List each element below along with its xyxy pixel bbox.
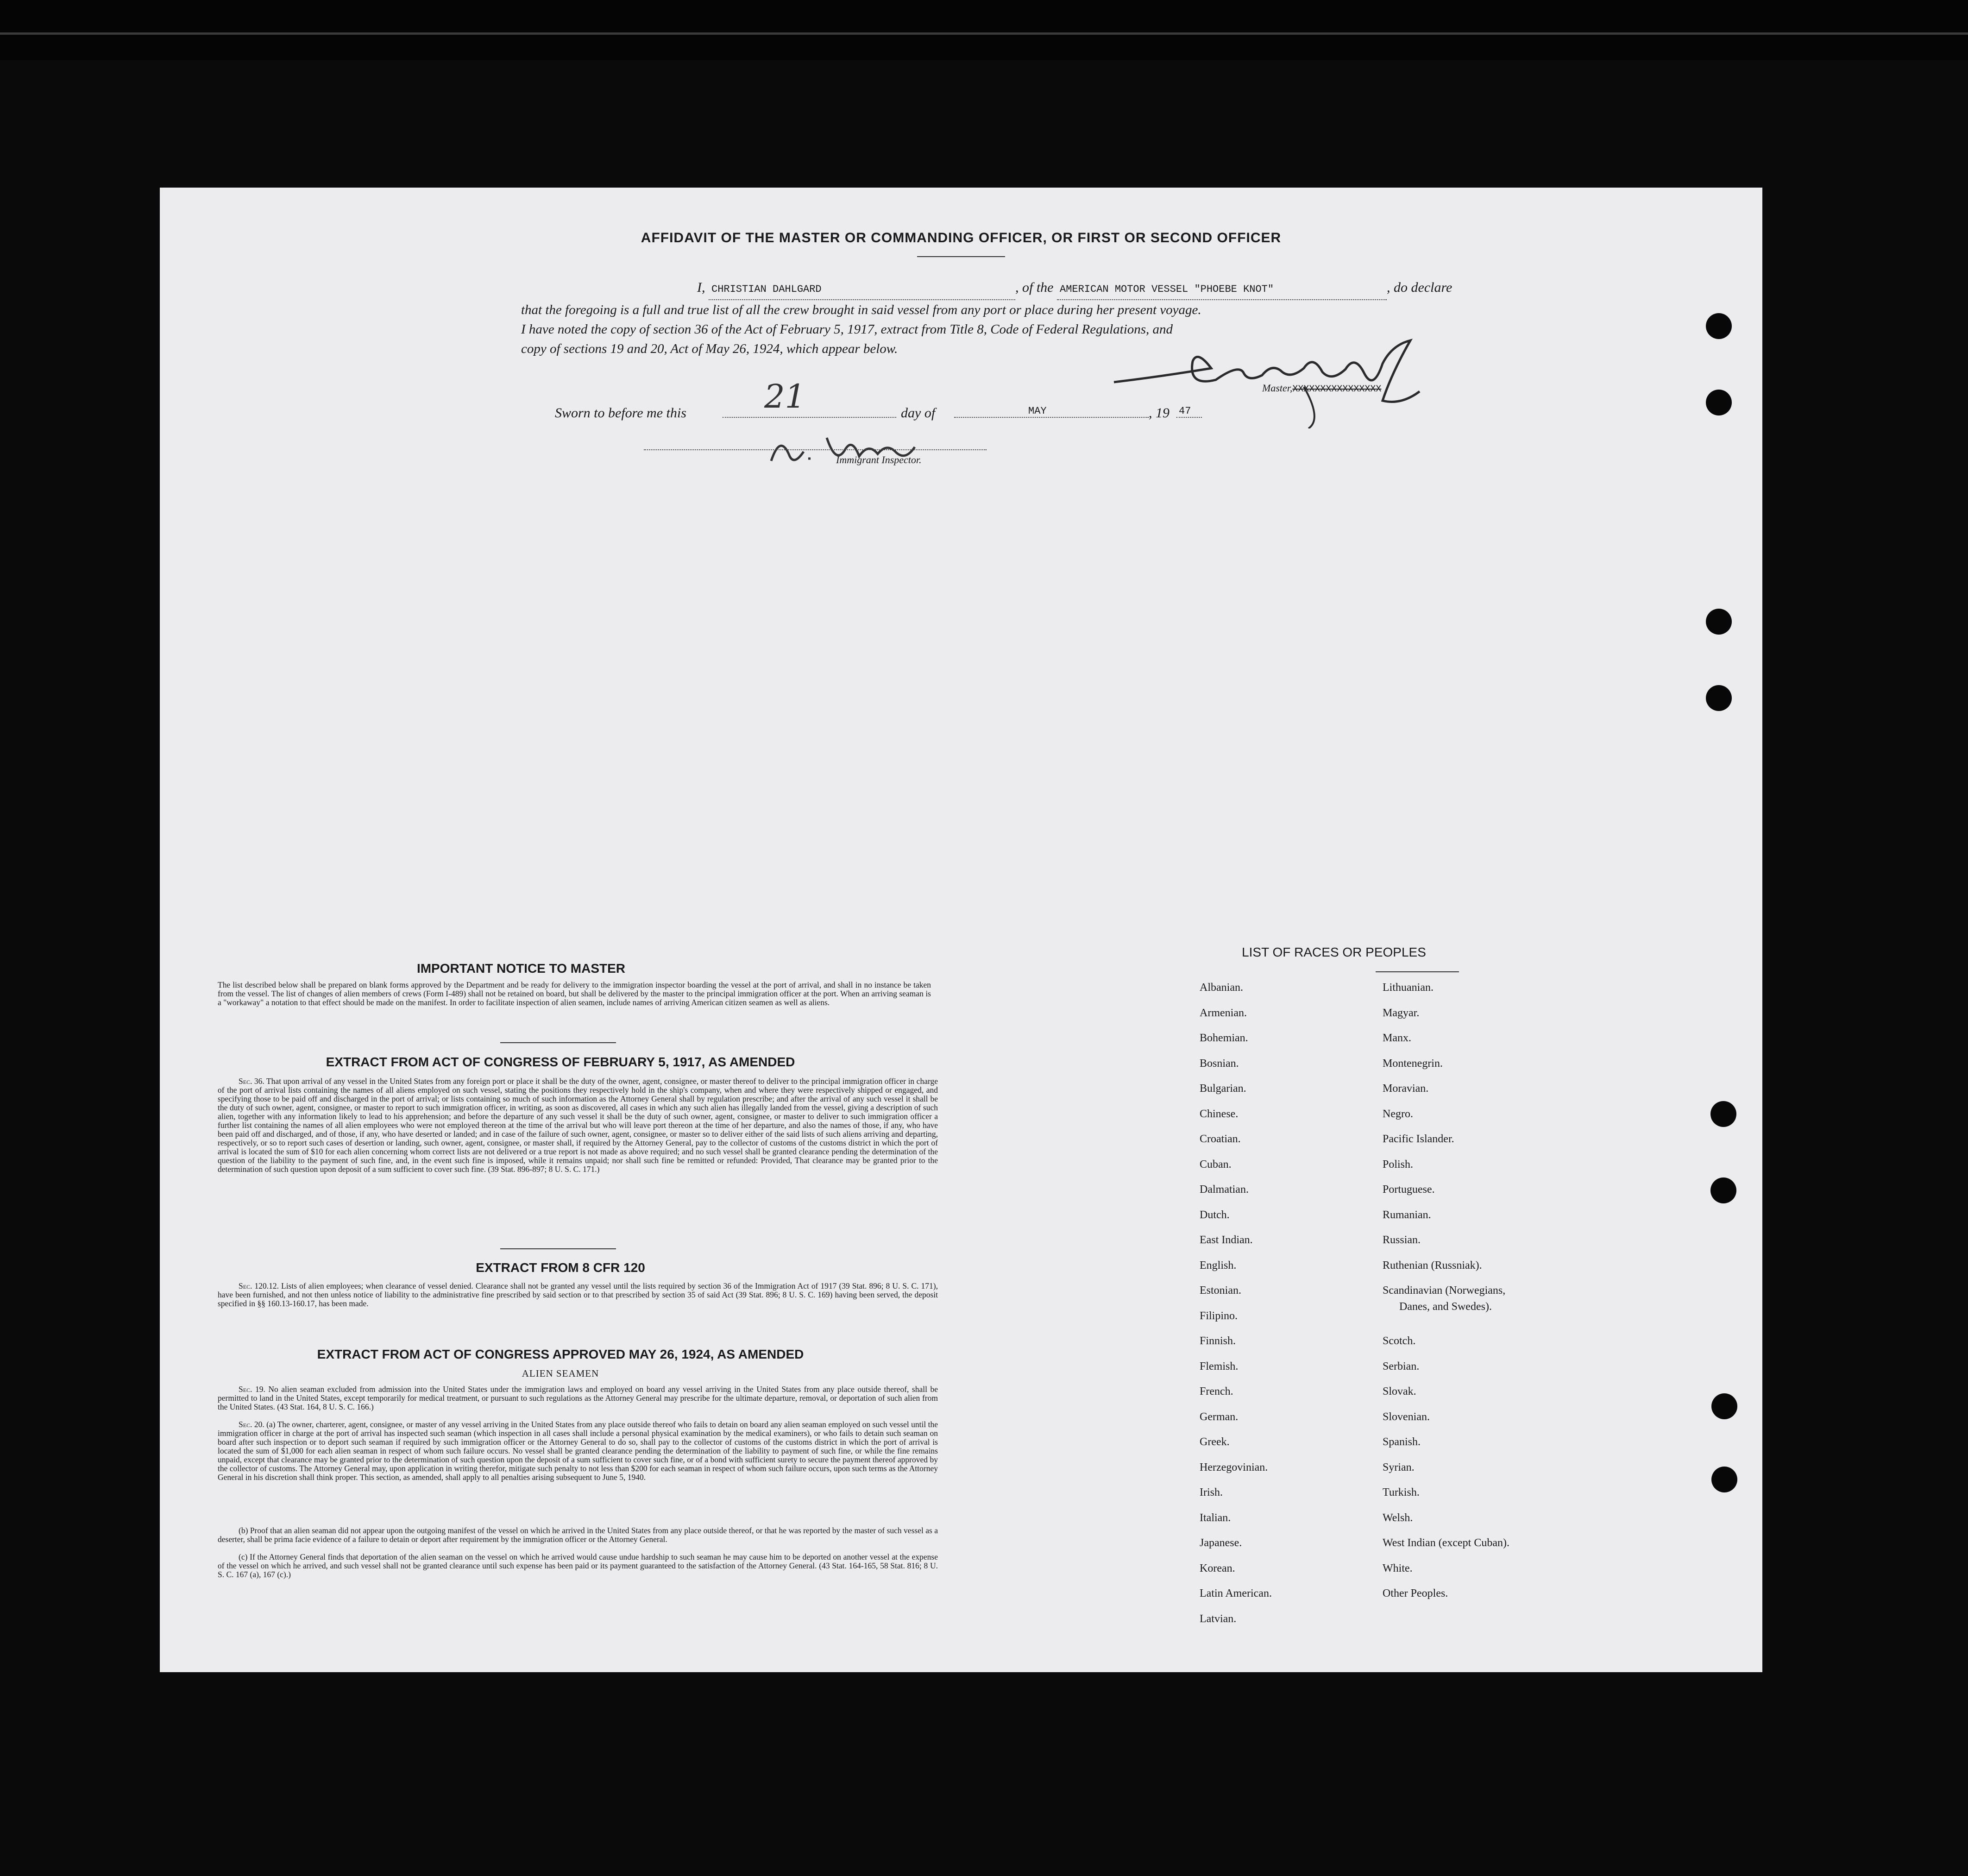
film-edge-line: [0, 32, 1968, 35]
race-item: German.: [1200, 1410, 1239, 1423]
sec-19-body: No alien seaman excluded from admission into the United States under the immigration laws and employed on board any vessel arriving in the United States from any place outside thereof, shall be permitted to land in the United States, except temporarily for medical treatment, or pursuant to such regulations as the Attorney General may prescribe for the ultimate departure, removal, or deportation of such alien from the United States. (43 Stat. 164, 8 U. S. C. 166.): [218, 1385, 938, 1411]
races-title: LIST OF RACES OR PEOPLES: [1242, 945, 1426, 959]
race-item: Scotch.: [1383, 1335, 1416, 1347]
race-item: English.: [1200, 1259, 1237, 1272]
race-item: Bulgarian.: [1200, 1083, 1246, 1095]
race-item: Dutch.: [1200, 1209, 1230, 1221]
sec-20a-text: [218, 1420, 938, 1482]
sworn-day: 21: [764, 378, 806, 415]
races-left-column: [1200, 975, 1272, 1631]
race-item: Croatian.: [1200, 1133, 1241, 1145]
sec-20c-text: (c) If the Attorney General finds that deportation of the alien seaman on the vessel on which he arrived would cause undue hardship to such seaman he may cause him to be deported on another vessel at the expense of the vessel on which he arrived, and such vessel shall not be granted clearance until such expense has been paid or its payment guaranteed to the satisfaction of the Attorney General. (43 Stat. 164-165, 58 Stat. 816; 8 U. S. C. 167 (a), 167 (c).): [218, 1552, 938, 1579]
race-item: Serbian.: [1383, 1360, 1420, 1372]
punch-hole: [1711, 1467, 1737, 1492]
do-declare-label: , do declare: [1387, 280, 1452, 295]
inspector-label: Immigrant Inspector.: [836, 454, 922, 466]
race-item: Portuguese.: [1383, 1184, 1435, 1196]
race-item: Bosnian.: [1200, 1057, 1239, 1070]
notice-rule: [500, 1042, 616, 1043]
year-line: [1176, 417, 1202, 418]
punch-hole: [1710, 1177, 1736, 1203]
punch-hole: [1706, 685, 1732, 711]
sec-20a-body: (a) The owner, charterer, agent, consignee, or master of any vessel arriving in the United States from any place outside thereof who fails to detain on board any alien seaman employed on such vessel until the immigration officer in charge at the port of arrival has inspected such seaman (which inspection in all cases shall include a personal physical examination by the medical examiners), or who fails to detain such seaman on board after such inspection or to deport such seaman if required by such immigration officer or the Attorney General to do so, shall pay to the collector of customs of the customs district in which the port of arrival is located the sum of $1,000 for each alien seaman in respect of whom such failure occurs. No vessel shall be granted clearance pending the determination of the liability to payment of such fine, or while the fine remains unpaid, except that clearance may be granted prior to the determination of such question upon the deposit of a sum sufficient to cover such fine, or of a bond with sufficient surety to secure the payment thereof approved by the collector of customs. The Attorney General may, upon application in writing therefor, mitigate such penalty to not less than $200 for each seaman in respect of whom such failure occurs, upon such terms as the Attorney General in his discretion shall think proper. This section, as amended, shall apply to all penalties arising subsequent to June 5, 1940.: [218, 1420, 938, 1482]
sworn-label: Sworn to before me this: [555, 405, 686, 421]
day-line: [723, 417, 896, 418]
of-the-label: , of the: [1015, 280, 1054, 295]
race-item: Armenian.: [1200, 1007, 1247, 1019]
film-border-top: [0, 0, 1968, 60]
race-item: Bohemian.: [1200, 1032, 1248, 1044]
punch-hole: [1706, 609, 1732, 635]
race-item: Moravian.: [1383, 1083, 1429, 1095]
notice-title: IMPORTANT NOTICE TO MASTER: [416, 961, 626, 976]
sec-36-label: Sec. 36.: [239, 1076, 264, 1086]
month-line: [954, 417, 1149, 418]
punch-hole: [1706, 313, 1732, 339]
race-item: Russian.: [1383, 1234, 1421, 1246]
sec-36-body: That upon arrival of any vessel in the United States from any foreign port or place it shall be the duty of the owner, agent, consignee, or master thereof to deliver to the principal immigration officer in charge of the port of arrival lists containing the names of all aliens employed on such vessel, stating the positions they respectively hold in the ship's company, when and where they were respectively shipped or engaged, and specifying those to be paid off and discharged in the port of arrival; or lists containing so much of such information as the Attorney General shall by regulation prescribe; and after the arrival of any such vessel it shall be the duty of such owner, agent, consignee, or master to report to such immigration officer, in writing, as soon as discovered, all cases in which any such alien has illegally landed from the vessel, giving a description of such alien, together with any information likely to lead to his apprehension; and before the departure of any such vessel it shall be the duty of such owner, agent, consignee, or master to deliver to such immigration officer a further list containing the names of all alien employees who were not employed thereon at the time of the arrival but who will leave port thereon at the time of her departure, and also the names of those, if any, who have been paid off and discharged, and of those, if any, who have deserted or landed; and in case of the failure of such owner, agent, consignee, or master so to deliver either of the said lists of such aliens arriving and departing, respectively, or so to report such cases of desertion or landing, such owner, agent, consignee, or master shall, if required by the Attorney General, pay to the collector of customs of the customs district in which the port of arrival is located the sum of $10 for each alien concerning whom correct lists are not delivered or a true report is not made as above required; and no such vessel shall be granted clearance pending the determination of the question of the liability to the payment of such fine, and, in the event such fine is imposed, while it remains unpaid; nor shall such fine be remitted or refunded: Provided, That clearance may be granted prior to the determination of such question upon deposit of a sum sufficient to cover such fine. (39 Stat. 896-897; 8 U. S. C. 171.): [218, 1076, 938, 1174]
master-name: CHRISTIAN DAHLGARD: [709, 280, 1015, 300]
races-right-column: [1383, 975, 1509, 1606]
struck-text: XXXXXXXXXXXXXXXX: [1292, 384, 1382, 395]
race-item: Slovak.: [1383, 1385, 1416, 1398]
inspector-line: [644, 449, 987, 450]
notice-text: The list described below shall be prepared on blank forms approved by the Department and be ready for delivery to the immigration inspector boarding the vessel at the port of arrival, and shall in no instance be taken from the vessel. The list of changes of alien members of crews (Form I-489) shall not be retained on board, but shall be delivered by the master to the principal immigration officer at the port. When an arriving seaman is a "workaway" a notation to that effect should be made on the manifest. In order to facilitate inspection of alien seamen, include names of arriving American citizen seamen as well as aliens.: [218, 980, 931, 1007]
year-value: 47: [1179, 405, 1191, 417]
race-item: Ruthenian (Russniak).: [1383, 1259, 1482, 1272]
cfr-text: [218, 1282, 938, 1308]
race-item: Herzegovinian.: [1200, 1461, 1268, 1473]
affidavit-title: AFFIDAVIT OF THE MASTER OR COMMANDING OFFICER, OR FIRST OR SECOND OFFICER: [641, 230, 1282, 246]
race-item: Albanian.: [1200, 982, 1243, 994]
race-item: Cuban.: [1200, 1158, 1232, 1171]
sec-20-label: Sec. 20.: [239, 1420, 264, 1429]
race-item: Irish.: [1200, 1486, 1223, 1498]
race-item: Filipino.: [1200, 1309, 1238, 1322]
title-rule: [917, 256, 1005, 257]
race-item: Other Peoples.: [1383, 1587, 1448, 1599]
race-item: Rumanian.: [1383, 1209, 1431, 1221]
race-item: Italian.: [1200, 1511, 1231, 1524]
race-item: Chinese.: [1200, 1108, 1239, 1120]
declaration-line-4: copy of sections 19 and 20, Act of May 26, 1924, which appear below.: [521, 341, 898, 356]
punch-hole: [1711, 1393, 1737, 1419]
document-page: [160, 188, 1762, 1672]
sec-120-body: Lists of alien employees; when clearance of vessel denied. Clearance shall not be granted any vessel until the lists required by section 36 of the Immigration Act of 1917 (39 Stat. 896; 8 U. S. C. 171), have been furnished, and not then unless notice of liability to the administrative fine prescribed by said section or to that prescribed by section 35 of said Act (39 Stat. 896; 8 U. S. C. 169) having been served, the deposit specified in §§ 160.13-160.17, has been made.: [218, 1281, 938, 1308]
race-item: Scandinavian (Norwegians,: [1383, 1284, 1506, 1297]
race-item: Turkish.: [1383, 1486, 1420, 1498]
punch-hole: [1710, 1101, 1736, 1127]
sec-20b-text: (b) Proof that an alien seaman did not appear upon the outgoing manifest of the vessel on which he arrived in the United States from any place outside thereof, or that he was reported by the master of such vessel as a deserter, shall be prima facie evidence of a failure to detain or deport after requirement by the immigration officer or the Attorney General.: [218, 1526, 938, 1544]
master-label: Master,XXXXXXXXXXXXXXXX: [1262, 382, 1382, 395]
race-item: Lithuanian.: [1383, 982, 1434, 994]
vessel-name: AMERICAN MOTOR VESSEL "PHOEBE KNOT": [1057, 280, 1387, 300]
race-item: Dalmatian.: [1200, 1184, 1249, 1196]
race-item: Finnish.: [1200, 1335, 1236, 1347]
race-item: White.: [1383, 1562, 1413, 1574]
race-item: Negro.: [1383, 1108, 1413, 1120]
race-item: Japanese.: [1200, 1537, 1242, 1549]
cfr-title: EXTRACT FROM 8 CFR 120: [476, 1260, 645, 1275]
races-rule: [1376, 971, 1459, 972]
extract-1917-rule: [500, 1248, 616, 1249]
year-prefix-label: , 19: [1149, 405, 1169, 421]
extract-1924-title: EXTRACT FROM ACT OF CONGRESS APPROVED MAY 26, 1924, AS AMENDED: [317, 1347, 804, 1361]
race-item: Polish.: [1383, 1158, 1414, 1171]
race-item: Latin American.: [1200, 1587, 1272, 1599]
sec-120-label: Sec. 120.12.: [239, 1281, 279, 1291]
race-item: Latvian.: [1200, 1612, 1237, 1625]
month-value: MAY: [1028, 405, 1047, 417]
race-item: West Indian (except Cuban).: [1383, 1537, 1509, 1549]
race-item: Welsh.: [1383, 1511, 1413, 1524]
race-item: Greek.: [1200, 1436, 1230, 1448]
race-item: Pacific Islander.: [1383, 1133, 1454, 1145]
i-label: I,: [697, 280, 705, 295]
sec-19-label: Sec. 19.: [239, 1385, 265, 1394]
sec-19-text: [218, 1385, 938, 1411]
inspector-signature: [753, 424, 938, 479]
race-item: Flemish.: [1200, 1360, 1239, 1372]
declaration-line-3: I have noted the copy of section 36 of the Act of February 5, 1917, extract from Title 8, Code of Federal Regulations, and: [521, 322, 1173, 337]
race-item: Magyar.: [1383, 1007, 1420, 1019]
race-item: Manx.: [1383, 1032, 1411, 1044]
race-item: Montenegrin.: [1383, 1057, 1443, 1070]
race-item: East Indian.: [1200, 1234, 1253, 1246]
race-item: Slovenian.: [1383, 1410, 1430, 1423]
extract-1917-title: EXTRACT FROM ACT OF CONGRESS OF FEBRUARY 5, 1917, AS AMENDED: [326, 1055, 795, 1069]
declaration-line-2: that the foregoing is a full and true list of all the crew brought in said vessel from any port or place during her present voyage.: [521, 302, 1201, 317]
race-item: Estonian.: [1200, 1284, 1241, 1297]
extract-1917-text: [218, 1077, 938, 1174]
punch-hole: [1706, 390, 1732, 415]
alien-seamen-subtitle: ALIEN SEAMEN: [522, 1368, 599, 1379]
race-item: Korean.: [1200, 1562, 1235, 1574]
race-item: Syrian.: [1383, 1461, 1415, 1473]
race-item: Spanish.: [1383, 1436, 1421, 1448]
day-of-label: day of: [901, 405, 936, 421]
race-item: French.: [1200, 1385, 1233, 1398]
race-item: Danes, and Swedes).: [1399, 1300, 1492, 1313]
